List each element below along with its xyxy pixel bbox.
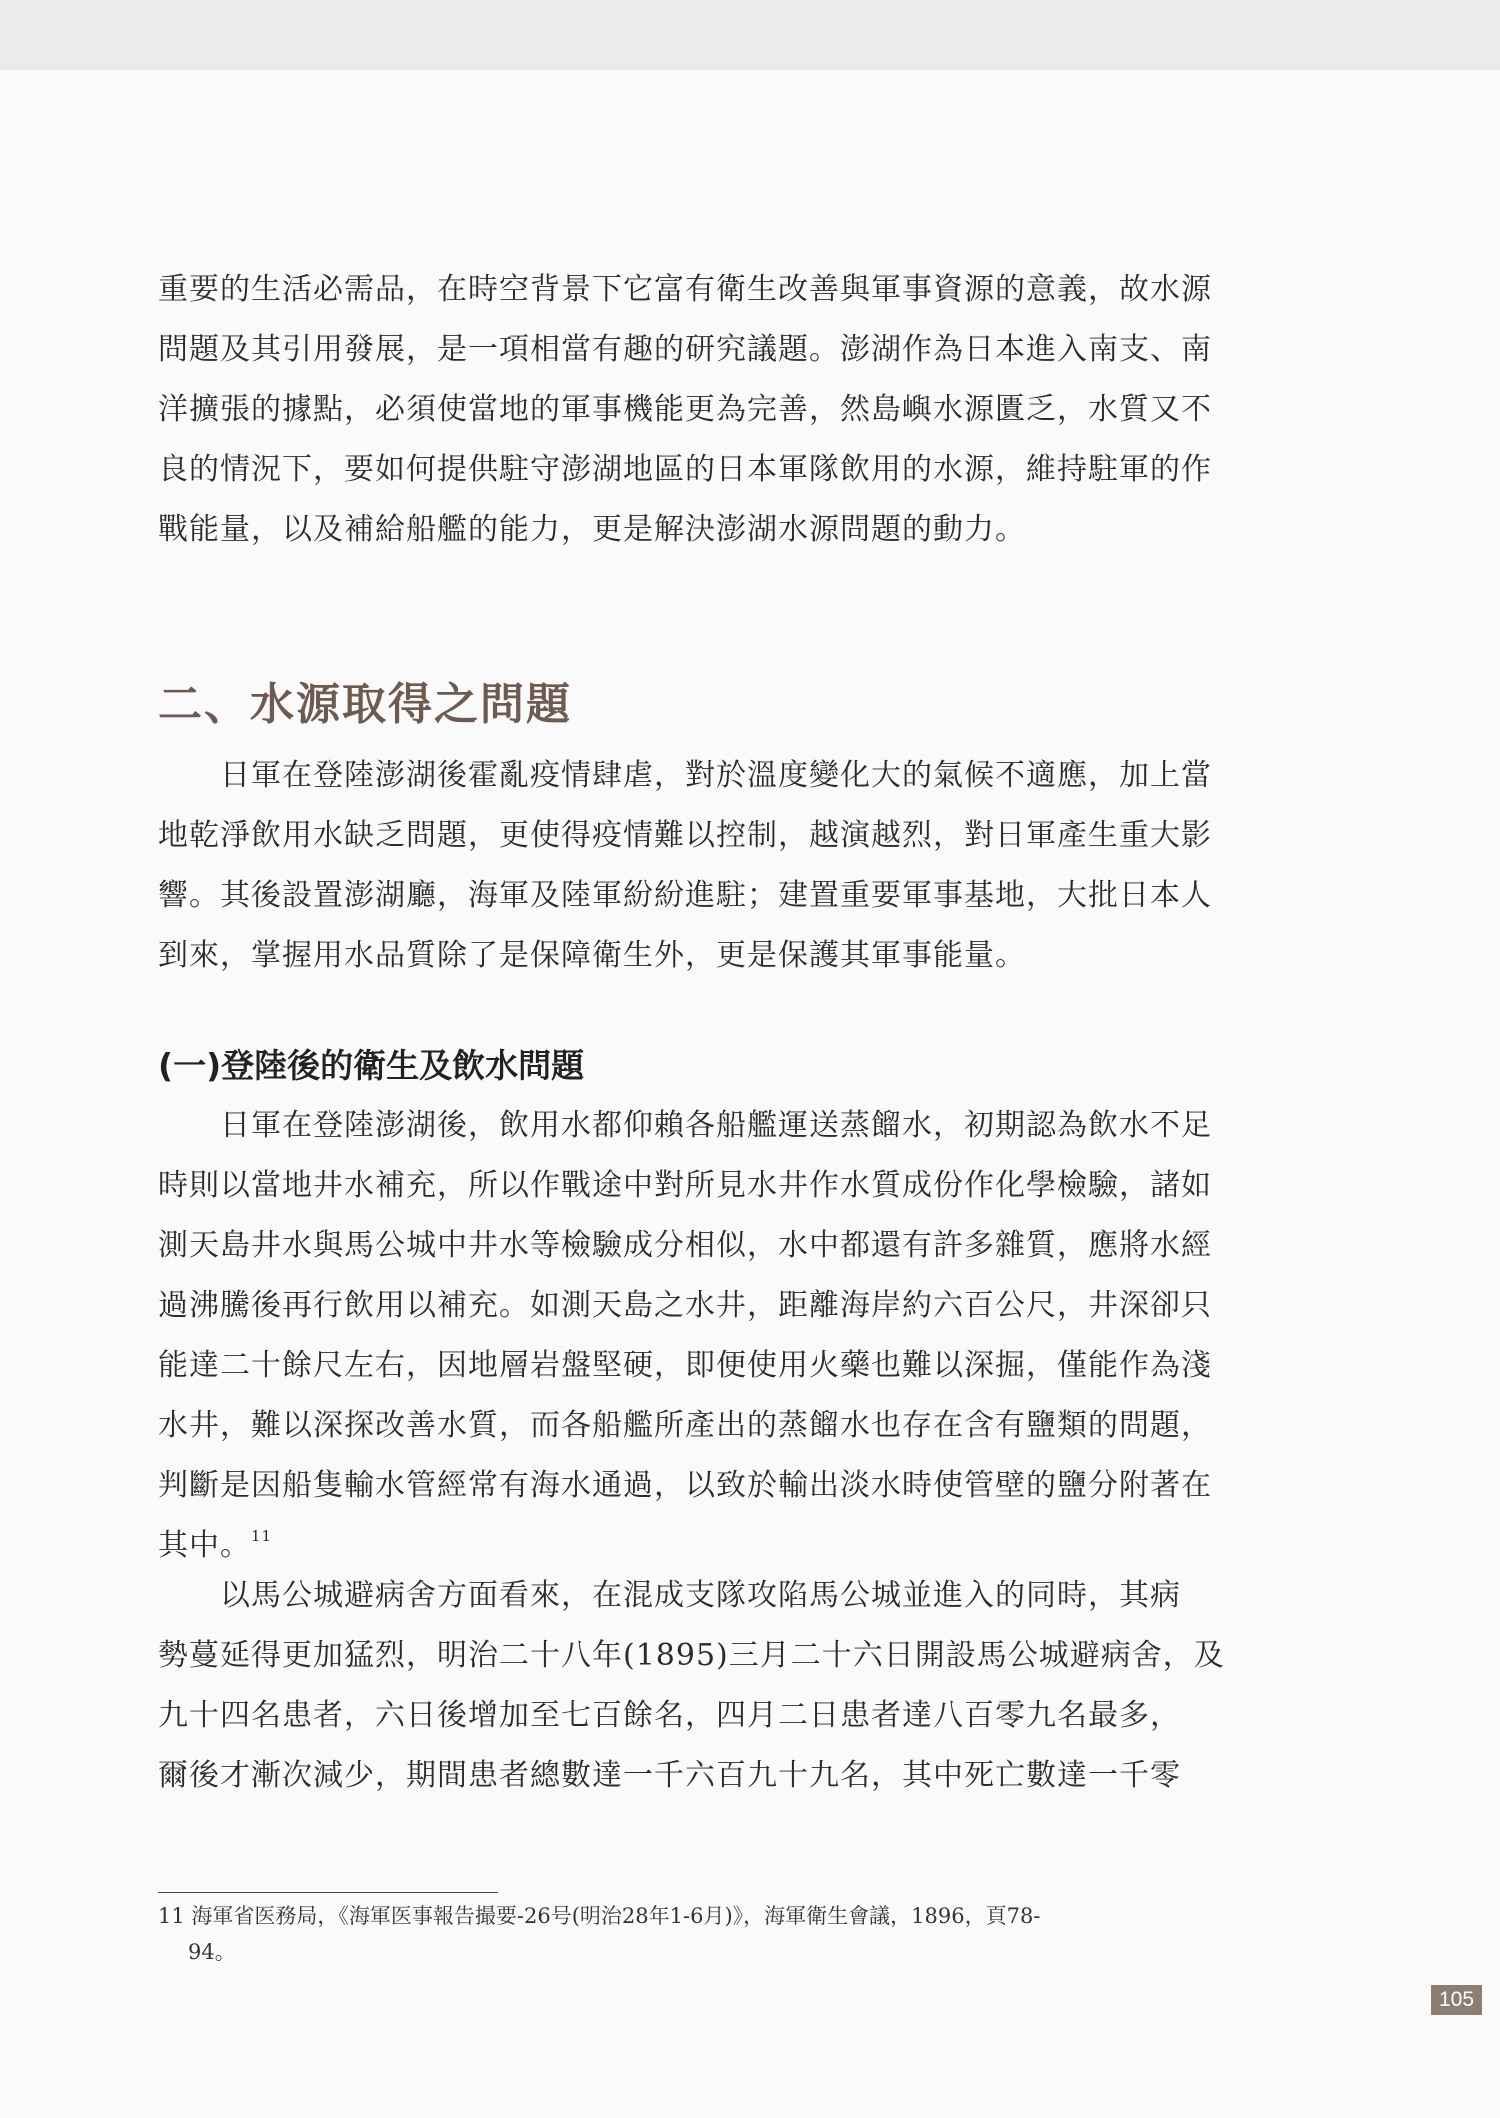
- text-line: 日軍在登陸澎湖後，飲用水都仰賴各船艦運送蒸餾水，初期認為飲水不足: [220, 1108, 1212, 1143]
- text-line: 良的情況下，要如何提供駐守澎湖地區的日本軍隊飲用的水源，維持駐軍的作: [158, 452, 1212, 487]
- text-fragment: 其中。: [158, 1528, 251, 1563]
- text-line: 水井，難以深探改善水質，而各船艦所產出的蒸餾水也存在含有鹽類的問題，: [158, 1408, 1212, 1443]
- paragraph-subsection-2: [158, 1566, 1272, 1806]
- footnote-ref[interactable]: 11: [251, 1527, 273, 1545]
- section-heading: 二、水源取得之問題: [158, 679, 572, 730]
- text-line: 洋擴張的據點，必須使當地的軍事機能更為完善，然島嶼水源匱乏，水質又不: [158, 392, 1212, 427]
- text-line: 勢蔓延得更加猛烈，明治二十八年(1895)三月二十六日開設馬公城避病舍，及: [158, 1638, 1225, 1673]
- footnote-divider: [158, 1892, 498, 1893]
- text-line: 測天島井水與馬公城中井水等檢驗成分相似，水中都還有許多雜質，應將水經: [158, 1228, 1212, 1263]
- text-line: 能達二十餘尺左右，因地層岩盤堅硬，即便使用火藥也難以深掘，僅能作為淺: [158, 1348, 1212, 1383]
- text-line: 爾後才漸次減少，期間患者總數達一千六百九十九名，其中死亡數達一千零: [158, 1758, 1181, 1793]
- paragraph-section2: [158, 746, 1272, 986]
- footnote-11: [158, 1898, 1272, 1970]
- scan-top-margin: [0, 0, 1500, 70]
- paragraph-subsection-1: [158, 1096, 1272, 1576]
- text-line: 九十四名患者，六日後增加至七百餘名，四月二日患者達八百零九名最多，: [158, 1698, 1181, 1733]
- page-number: 105: [1431, 1985, 1482, 2015]
- text-line: 以馬公城避病舍方面看來，在混成支隊攻陷馬公城並進入的同時，其病: [220, 1578, 1181, 1613]
- text-line: 戰能量，以及補給船艦的能力，更是解決澎湖水源問題的動力。: [158, 512, 1026, 547]
- text-line: 時則以當地井水補充，所以作戰途中對所見水井作水質成份作化學檢驗，諸如: [158, 1168, 1212, 1203]
- footnote-line: 11 海軍省医務局，《海軍医事報告撮要-26号(明治28年1-6月)》，海軍衛生會議，1896，頁78-: [158, 1904, 1041, 1928]
- text-line: 日軍在登陸澎湖後霍亂疫情肆虐，對於溫度變化大的氣候不適應，加上當: [220, 758, 1212, 793]
- text-line: 到來，掌握用水品質除了是保障衛生外，更是保護其軍事能量。: [158, 938, 1026, 973]
- paragraph-intro: [158, 260, 1272, 560]
- text-line: 過沸騰後再行飲用以補充。如測天島之水井，距離海岸約六百公尺，井深卻只: [158, 1288, 1212, 1323]
- text-line: 問題及其引用發展，是一項相當有趣的研究議題。澎湖作為日本進入南支、南: [158, 332, 1212, 367]
- text-line: 判斷是因船隻輸水管經常有海水通過，以致於輸出淡水時使管壁的鹽分附著在: [158, 1468, 1212, 1503]
- text-line: 地乾淨飲用水缺乏問題，更使得疫情難以控制，越演越烈，對日軍產生重大影: [158, 818, 1212, 853]
- text-line: 重要的生活必需品，在時空背景下它富有衛生改善與軍事資源的意義，故水源: [158, 272, 1212, 307]
- text-line: 響。其後設置澎湖廳，海軍及陸軍紛紛進駐；建置重要軍事基地，大批日本人: [158, 878, 1212, 913]
- footnote-line: 94。: [188, 1940, 236, 1964]
- subsection-heading: (一)登陸後的衛生及飲水問題: [158, 1046, 585, 1085]
